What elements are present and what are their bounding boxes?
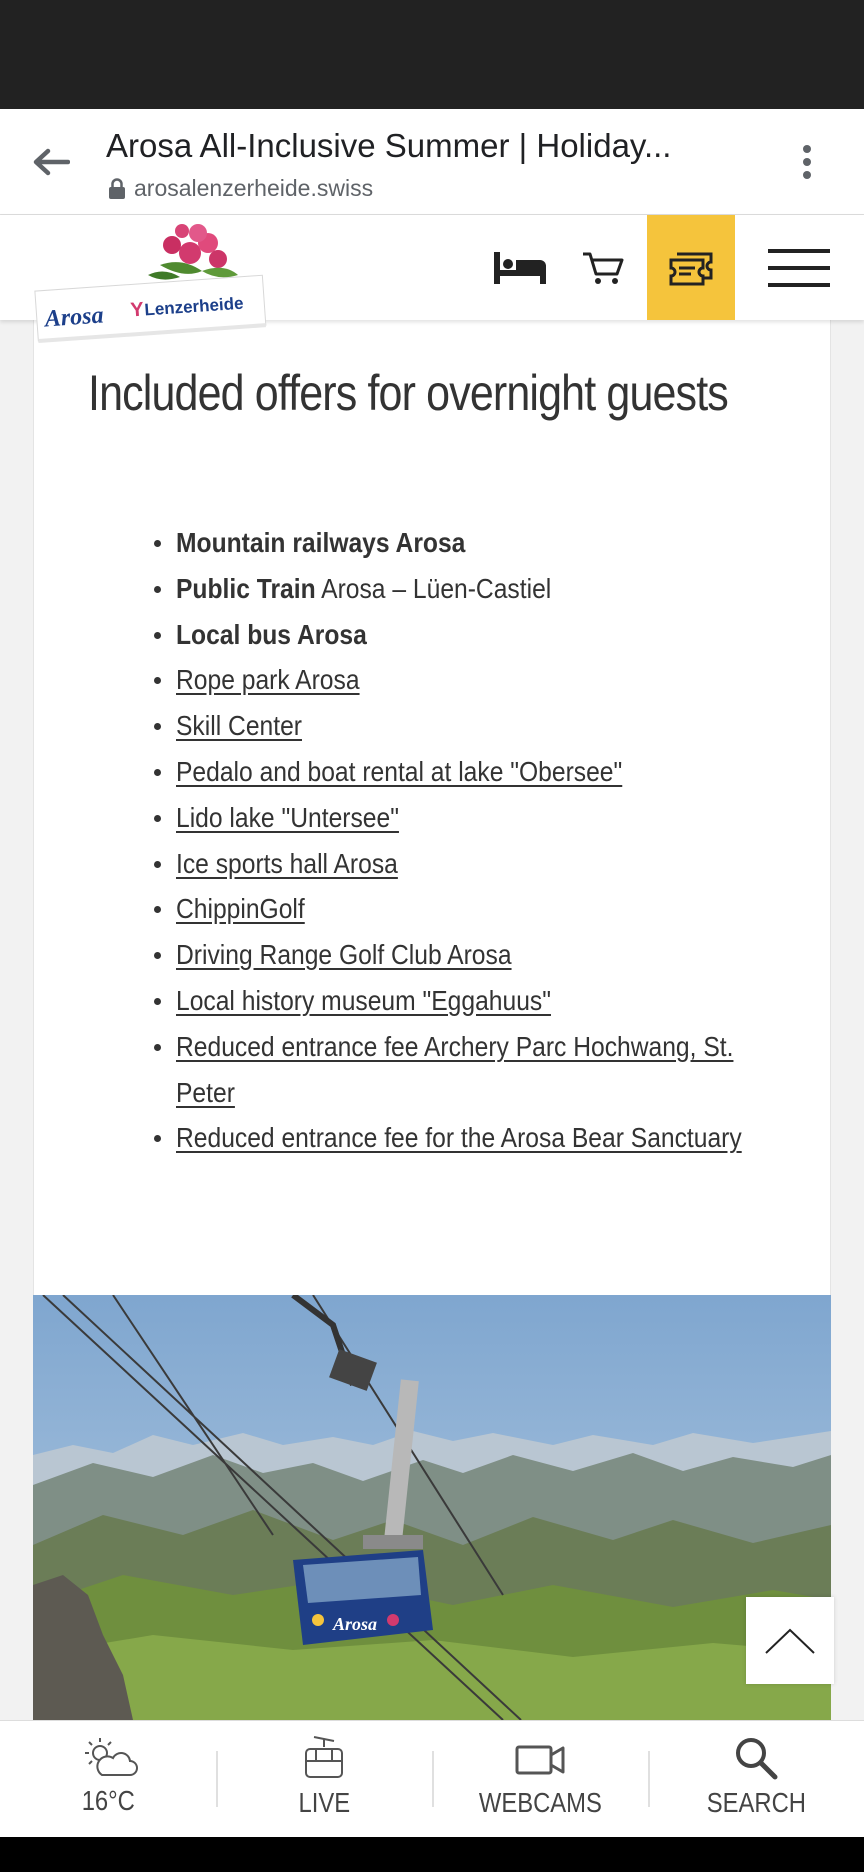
offer-link-lido[interactable]: Lido lake "Untersee" [176,801,399,833]
url-bar[interactable] [108,175,373,202]
cable-car-photo [33,1295,831,1720]
offer-link-museum[interactable]: Local history museum "Eggahuus" [176,984,551,1016]
status-bar [0,0,864,109]
bed-icon [492,250,548,286]
offer-link-chippingolf[interactable]: ChippinGolf [176,893,305,925]
list-item [176,886,786,932]
weather-icon [78,1735,138,1779]
weather-label: 16°C [81,1785,135,1816]
list-item [176,932,786,978]
offer-link-rope-park[interactable]: Rope park Arosa [176,664,360,696]
cart-icon [581,250,625,286]
search-label: SEARCH [706,1787,806,1818]
site-logo[interactable] [32,223,272,353]
offer-link-bear-sanctuary[interactable]: Reduced entrance fee for the Arosa Bear Sanctuary [176,1122,742,1154]
offers-list [176,520,786,1161]
hamburger-line [768,283,830,287]
search-icon [733,1735,779,1781]
cart-button[interactable] [578,215,628,320]
list-item [176,795,786,841]
scroll-to-top-button[interactable] [746,1597,834,1684]
list-item [176,978,786,1024]
arrow-left-icon [32,147,70,177]
list-item [176,1024,786,1116]
offer-link-driving-range[interactable]: Driving Range Golf Club Arosa [176,939,512,971]
list-item [176,657,786,703]
list-item [176,841,786,887]
logo-text-left: Arosa [43,302,105,333]
ticket-icon [667,248,715,288]
nav-webcams[interactable] [432,1721,648,1837]
list-item [176,566,786,612]
offer-detail: Arosa – Lüen-Castiel [315,572,552,604]
dot-icon [803,158,811,166]
system-navigation-bar [0,1837,864,1872]
back-button[interactable] [26,139,76,185]
lock-icon [108,178,126,200]
section-heading: Included offers for overnight guests [88,365,728,421]
cabin-text: Arosa [333,1614,378,1634]
hamburger-line [768,266,830,270]
accommodation-button[interactable] [490,215,550,320]
offer-link-pedalo[interactable]: Pedalo and boat rental at lake "Obersee" [176,755,623,787]
dot-icon [803,145,811,153]
list-item [176,703,786,749]
offer-bold-label: Local bus Arosa [176,618,367,650]
svg-text:Y: Y [129,298,145,322]
cable-car-icon [300,1735,348,1781]
offer-link-skill-center[interactable]: Skill Center [176,710,302,742]
browser-toolbar [0,109,864,215]
live-label: LIVE [298,1787,350,1818]
offer-link-ice-sports[interactable]: Ice sports hall Arosa [176,847,398,879]
page-title: Arosa All-Inclusive Summer | Holiday... [106,127,672,164]
list-item [176,520,786,566]
chevron-up-icon [764,1627,816,1655]
offer-bold-label: Public Train [176,572,316,604]
hamburger-line [768,249,830,253]
video-camera-icon [514,1735,566,1781]
dot-icon [803,171,811,179]
bottom-nav [0,1720,864,1837]
list-item [176,612,786,658]
offer-bold-label: Mountain railways Arosa [176,527,466,558]
ticket-button[interactable] [647,215,735,320]
url-text: arosalenzerheide.swiss [134,175,374,201]
menu-button[interactable] [768,249,830,287]
list-item [176,1115,786,1161]
list-item [176,749,786,795]
webcams-label: WEBCAMS [478,1787,602,1818]
nav-weather[interactable] [0,1721,216,1837]
site-header [0,215,864,333]
logo-text-right: Lenzerheide [143,293,245,320]
more-options-button[interactable] [796,139,818,185]
nav-search[interactable] [648,1721,864,1837]
offer-link-archery[interactable]: Reduced entrance fee Archery Parc Hochwang, St. Peter [176,1030,734,1108]
nav-live[interactable] [216,1721,432,1837]
logo-graphic [32,223,272,353]
